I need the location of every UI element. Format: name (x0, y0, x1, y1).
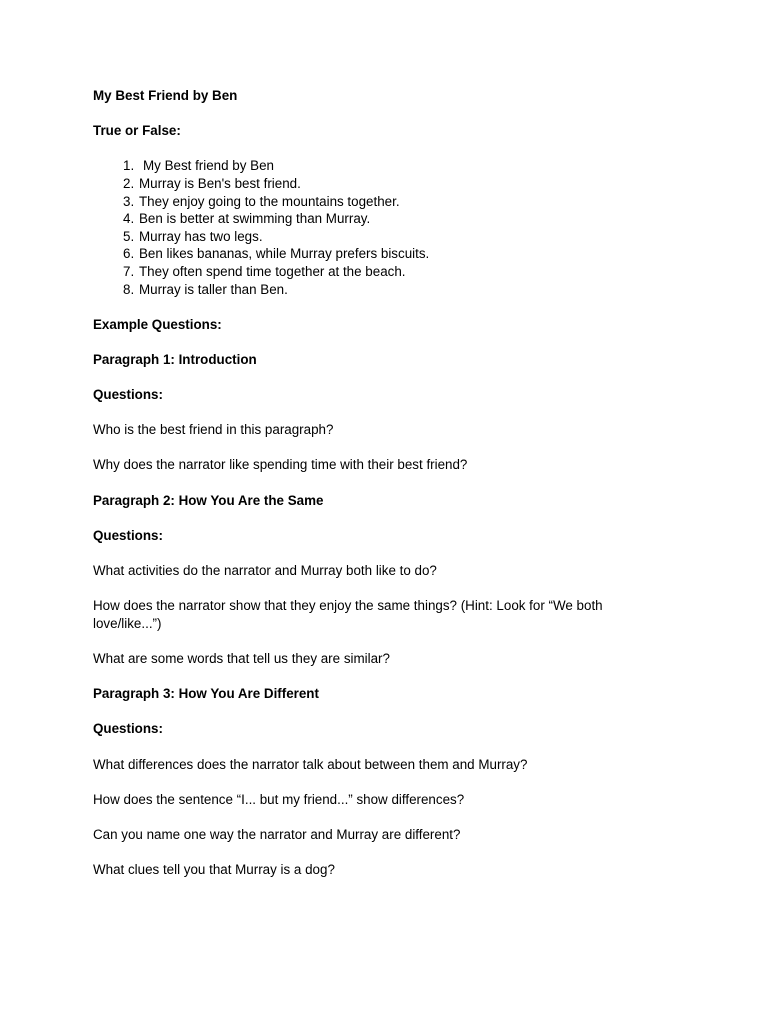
list-item-number: 8. (123, 281, 135, 297)
document-title: My Best Friend by Ben (93, 88, 238, 103)
list-item (93, 281, 653, 299)
list-item-number: 2. (123, 175, 135, 191)
list-item (93, 263, 653, 281)
list-item (93, 210, 653, 228)
questions-label: Questions: (93, 527, 163, 543)
list-item-number: 3. (123, 193, 135, 209)
list-item-text: Murray is Ben's best friend. (139, 175, 301, 191)
list-item-number: 4. (123, 211, 135, 227)
question-text: Why does the narrator like spending time with their best friend? (93, 457, 468, 473)
list-item (93, 157, 653, 175)
question-text: How does the sentence “I... but my friend...” show differences? (93, 791, 465, 807)
question-text: What clues tell you that Murray is a dog? (93, 862, 335, 878)
question-text: Can you name one way the narrator and Murray are different? (93, 826, 461, 842)
question-text: What activities do the narrator and Murray both like to do? (93, 563, 437, 579)
list-item-number: 7. (123, 263, 135, 279)
paragraph-3-heading: Paragraph 3: How You Are Different (93, 686, 319, 702)
list-item-text: My Best friend by Ben (143, 158, 274, 174)
list-item-text: Ben likes bananas, while Murray prefers biscuits. (139, 246, 430, 262)
list-item-text: They often spend time together at the beach. (139, 263, 406, 279)
list-item (93, 175, 653, 193)
list-item (93, 228, 653, 246)
list-item-text: They enjoy going to the mountains together. (139, 193, 400, 209)
document-page (93, 87, 653, 879)
question-text: What differences does the narrator talk about between them and Murray? (93, 756, 528, 772)
paragraph-1-heading: Paragraph 1: Introduction (93, 351, 257, 367)
questions-label: Questions: (93, 387, 163, 403)
example-questions-heading: Example Questions: (93, 316, 222, 332)
questions-label: Questions: (93, 721, 163, 737)
list-item-number: 1. (123, 158, 135, 174)
question-text: What are some words that tell us they are similar? (93, 651, 390, 666)
question-text: How does the narrator show that they enjoy the same things? (Hint: Look for “We both love/like...”) (93, 598, 603, 631)
list-item-text: Ben is better at swimming than Murray. (139, 211, 371, 227)
list-item-number: 5. (123, 228, 135, 244)
question-text: Who is the best friend in this paragraph? (93, 422, 334, 438)
list-item-number: 6. (123, 246, 135, 262)
list-item (93, 193, 653, 211)
true-false-list (93, 157, 653, 298)
true-false-heading: True or False: (93, 123, 181, 139)
list-item (93, 245, 653, 263)
list-item-text: Murray has two legs. (139, 228, 263, 244)
list-item-text: Murray is taller than Ben. (139, 281, 288, 297)
paragraph-2-heading: Paragraph 2: How You Are the Same (93, 492, 324, 508)
